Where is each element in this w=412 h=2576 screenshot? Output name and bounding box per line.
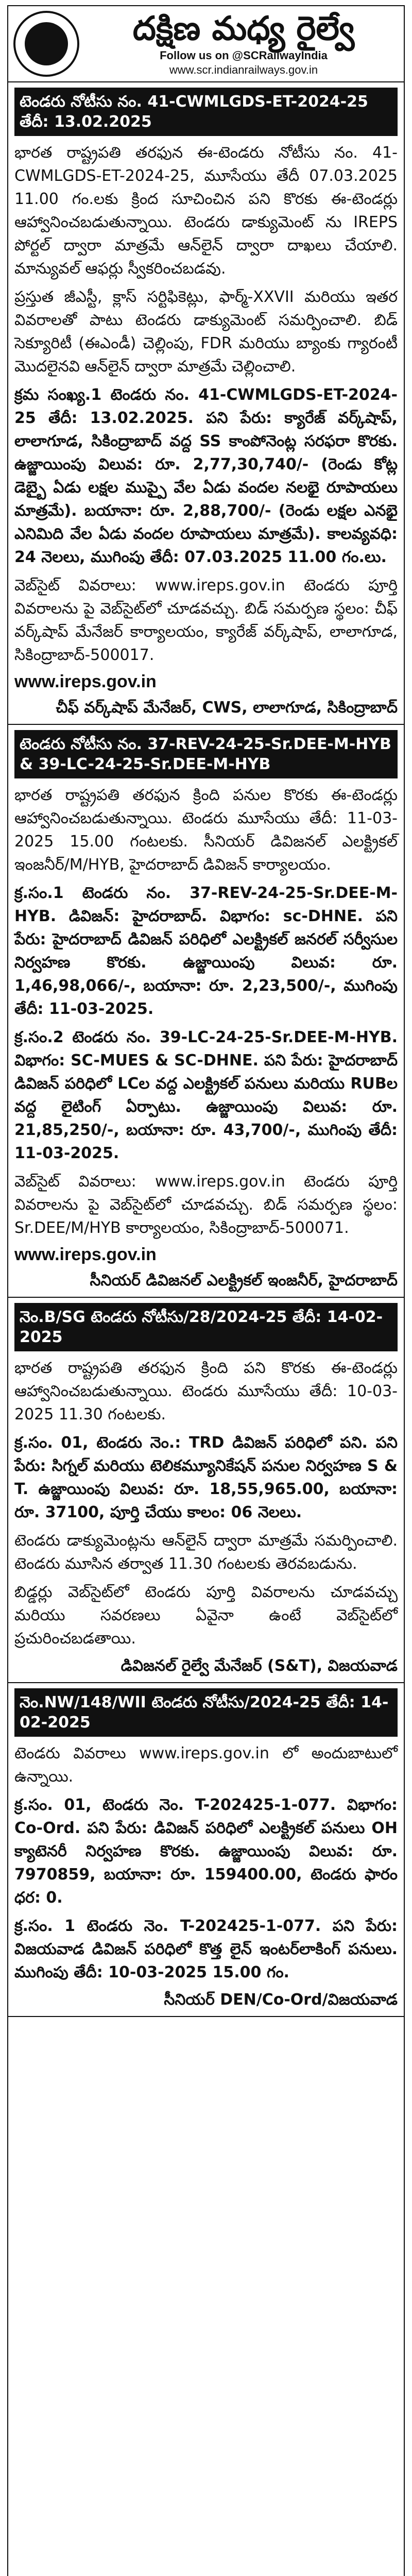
notice-3-signature: డివిజనల్ రైల్వే మేనేజర్ (S&T), విజయవాడ [121, 1657, 398, 1675]
notice-4 [7, 1683, 405, 2017]
notice-2-para-4: వెబ్‌సైట్ వివరాలు: www.ireps.gov.in టెండరు పూర్తి వివరాలను పై వెబ్‌సైట్‌లో చూడవచ్చు. బిడ్ సమర్పణ స్థలం: Sr.DEE/M/HYB కార్యాలయం, సికింద్రాబాద్-500071. [14, 1173, 398, 1237]
org-title: దక్షిణ మధ్య రైల్వే [132, 9, 355, 48]
notice-2-para-2: క్ర.సం.1 టెండరు నం. 37-REV-24-25-Sr.DEE-M-HYB. డివిజన్: హైదరాబాద్. విభాగం: sc-DHNE. పని పేరు: హైదరాబాద్ డివిజన్ పరిధిలో ఎలక్ట్రికల్ జనరల్ సర్వీసుల నిర్వహణ కొరకు. ఉజ్జాయింపు విలువ: రూ. 1,46,98,066/-, బయానా: రూ. 2,23,500/-, ముగింపు తేదీ: 11-03-2025. [14, 884, 398, 1018]
notice-4-signature: సీనియర్ DEN/Co-Ord/విజయవాడ [164, 1991, 398, 2009]
notice-3-para-4: బిడ్డర్లు వెబ్‌సైట్‌లో టెండరు పూర్తి వివరాలను చూడవచ్చు మరియు సవరణలు ఏవైనా ఉంటే వెబ్‌సైట్‌లో ప్రచురించబడతాయి. [14, 1583, 398, 1648]
notice-3 [7, 1298, 405, 1683]
social-follow[interactable]: Follow us on @SCRailwayIndia [160, 49, 328, 62]
notice-spacer [7, 2017, 405, 2576]
notice-4-title: నెం.NW/148/WII టెండరు నోటీసు/2024-25 తేదీ: 14-02-2025 [14, 1688, 398, 1737]
notice-1-signature: చీఫ్ వర్క్‌షాప్ మేనేజర్, CWS, లాలాగూడ, సికింద్రాబాద్ [56, 699, 398, 717]
header-website[interactable]: www.scr.indianrailways.gov.in [169, 63, 318, 77]
notice-2-title: టెండరు నోటీసు నం. 37-REV-24-25-Sr.DEE-M-HYB & 39-LC-24-25-Sr.DEE-M-HYB [14, 730, 398, 778]
notice-1-para-2: ప్రస్తుత జీఎస్టీ, క్లాస్ సర్టిఫికెట్లు, ఫార్మ్-XXVII మరియు ఇతర వివరాలతో పాటు టెండరు డాక్యుమెంట్ సమర్పించాలి. బిడ్ సెక్యూరిటీ (ఈఎండీ) చెల్లింపు, FDR మరియు బ్యాంకు గ్యారంటీ మొదలైనవి ఆన్‌లైన్ ద్వారా మాత్రమే చెల్లించాలి. [14, 288, 398, 376]
notice-2-url[interactable]: www.ireps.gov.in [14, 1245, 157, 1264]
header-text [89, 11, 399, 77]
notice-2-para-1: భారత రాష్ట్రపతి తరఫున క్రింది పనుల కొరకు ఈ-టెండర్లు ఆహ్వానించబడుతున్నాయి. టెండరు మూసేయు తేదీ: 11-03-2025 15.00 గంటలకు. సీనియర్ డివిజనల్ ఎలక్ట్రికల్ ఇంజనీర్/M/HYB, హైదరాబాద్ డివిజన్ కార్యాలయం. [14, 786, 398, 874]
railway-logo-icon [13, 11, 79, 77]
notice-2-signature: సీనియర్ డివిజనల్ ఎలక్ట్రికల్ ఇంజనీర్, హైదరాబాద్ [90, 1272, 398, 1290]
notice-1-para-4: వెబ్‌సైట్ వివరాలు: www.ireps.gov.in టెండరు పూర్తి వివరాలను పై వెబ్‌సైట్‌లో చూడవచ్చు. బిడ్ సమర్పణ స్థలం: చీఫ్ వర్క్‌షాప్ మేనేజర్ కార్యాలయం, క్యారేజ్ వర్క్‌షాప్, లాలాగూడ, సికింద్రాబాద్-500017. [14, 577, 398, 664]
header [7, 5, 405, 82]
notice-3-para-1: భారత రాష్ట్రపతి తరఫున క్రింది పని కొరకు ఈ-టెండర్లు ఆహ్వానించబడుతున్నాయి. టెండరు మూసేయు తేదీ: 10-03-2025 11.30 గంటలకు. [14, 1359, 398, 1423]
notice-3-para-2: క్ర.సం. 01, టెండరు నెం.: TRD డివిజన్ పరిధిలో పని. పని పేరు: సిగ్నల్ మరియు టెలికమ్యూనికేషన్ పనుల నిర్వహణ S & T. ఉజ్జాయింపు విలువ: రూ. 18,55,965.00, బయానా: రూ. 37100, పూర్తి చేయు కాలం: 06 నెలలు. [14, 1434, 398, 1521]
notice-2-para-3: క్ర.సం.2 టెండరు నం. 39-LC-24-25-Sr.DEE-M-HYB. విభాగం: SC-MUES & SC-DHNE. పని పేరు: హైదరాబాద్ డివిజన్ పరిధిలో LCల వద్ద ఎలక్ట్రికల్ పనులు మరియు RUBల వద్ద లైటింగ్ ఏర్పాటు. ఉజ్జాయింపు విలువ: రూ. 21,85,250/-, బయానా: రూ. 43,700/-, ముగింపు తేదీ: 11-03-2025. [14, 1028, 398, 1162]
notice-1 [7, 82, 405, 725]
notice-1-url[interactable]: www.ireps.gov.in [14, 672, 157, 691]
notice-4-para-1: టెండరు వివరాలు www.ireps.gov.in లో అందుబాటులో ఉన్నాయి. [14, 1744, 398, 1786]
notice-4-para-2: క్ర.సం. 01, టెండరు నెం. T-202425-1-077. విభాగం: Co-Ord. పని పేరు: డివిజన్ పరిధిలో ఎలక్ట్రికల్ పనులు OH క్యాటెనరీ నిర్వహణ కొరకు. ఉజ్జాయింపు విలువ: రూ. 7970859, బయానా: రూ. 159400.00, టెండరు ఫారం ధర: 0. [14, 1796, 398, 1907]
notice-2 [7, 725, 405, 1298]
notice-3-para-3: టెండరు డాక్యుమెంట్లను ఆన్‌లైన్ ద్వారా మాత్రమే సమర్పించాలి. టెండరు మూసిన తర్వాత 11.30 గంటలకు తెరవబడును. [14, 1532, 398, 1573]
notice-1-para-3: క్రమ సంఖ్య.1 టెండరు నం. 41-CWMLGDS-ET-2024-25 తేదీ: 13.02.2025. పని పేరు: క్యారేజ్ వర్క్‌షాప్, లాలాగూడ, సికింద్రాబాద్ వద్ద SS కాంపోనెంట్ల సరఫరా కొరకు. ఉజ్జాయింపు విలువ: రూ. 2,77,30,740/- (రెండు కోట్ల డెబ్బై ఏడు లక్షల ముప్పై వేల ఏడు వందల నలభై రూపాయలు మాత్రమే). బయానా: రూ. 2,88,700/- (రెండు లక్షల ఎనభై ఎనిమిది వేల ఏడు వందల రూపాయలు మాత్రమే). కాలవ్యవధి: 24 నెలలు, ముగింపు తేదీ: 07.03.2025 11.00 గం.లు. [14, 386, 398, 566]
notice-4-para-3: క్ర.సం. 1 టెండరు నెం. T-202425-1-077. పని పేరు: విజయవాడ డివిజన్ పరిధిలో కొత్త లైన్ ఇంటర్‌లాకింగ్ పనులు. ముగింపు తేదీ: 10-03-2025 15.00 గం. [14, 1917, 398, 1981]
notice-3-title: నెం.B/SG టెండరు నోటీసు/28/2024-25 తేదీ: 14-02-2025 [14, 1303, 398, 1351]
notice-1-para-1: భారత రాష్ట్రపతి తరఫున ఈ-టెండరు నోటీసు నం. 41-CWMLGDS-ET-2024-25, మూసేయు తేదీ 07.03.2025 11.00 గం.లకు క్రింద సూచించిన పని కొరకు ఈ-టెండర్లు ఆహ్వానించబడుతున్నాయి. టెండరు డాక్యుమెంట్ ను IREPS పోర్టల్ ద్వారా మాత్రమే ఆన్‌లైన్ ద్వారా దాఖలు చేయాలి. మాన్యువల్ ఆఫర్లు స్వీకరించబడవు. [14, 144, 398, 278]
notice-1-title: టెండరు నోటీసు నం. 41-CWMLGDS-ET-2024-25 తేదీ: 13.02.2025 [14, 88, 398, 136]
